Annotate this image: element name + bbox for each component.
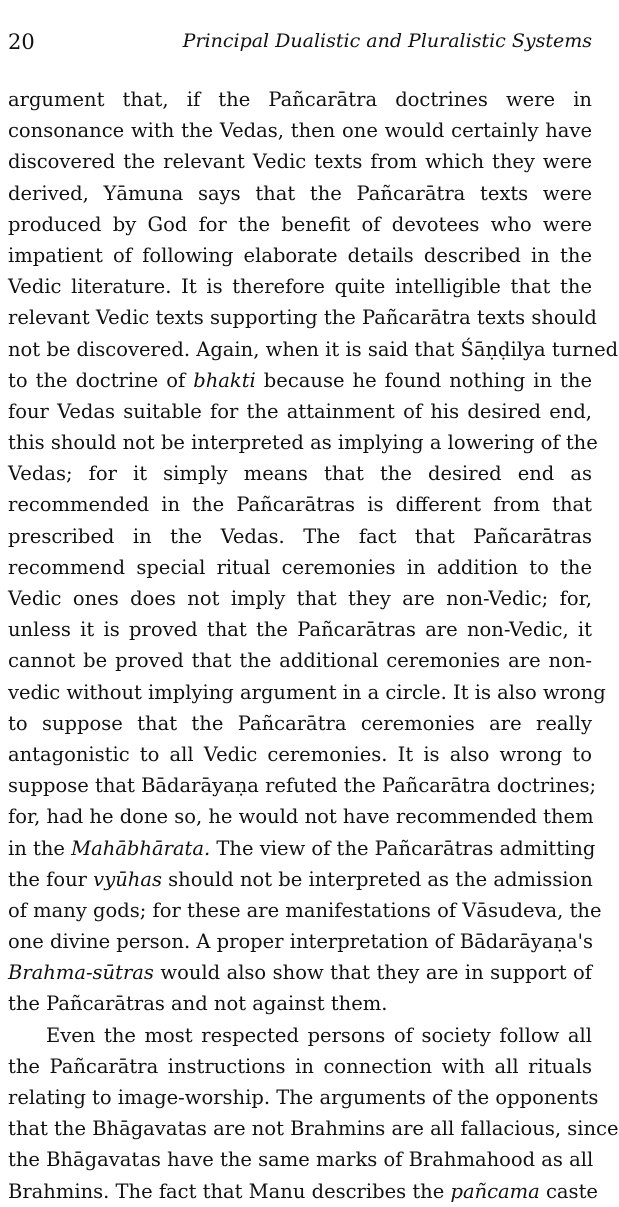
italic-term: vyūhas	[93, 867, 162, 891]
text-line: relating to image-worship. The arguments of the opponents	[8, 1086, 599, 1109]
text-line: prescribed in the Vedas. The fact that Pañcarātras	[8, 524, 592, 548]
text-line: this should not be interpreted as implying a lowering of the	[8, 431, 598, 455]
text-line: suppose that Bādarāyaṇa refuted the Pañcarātra doctrines;	[8, 774, 597, 798]
text-line	[8, 1176, 598, 1207]
text-line: not be discovered. Again, when it is said that Śāṇḍilya turned	[8, 337, 619, 361]
text-line: argument that, if the Pañcarātra doctrines were in	[8, 88, 592, 111]
italic-term: bhakti	[193, 368, 256, 392]
text-line: derived, Yāmuna says that the Pañcarātra texts were	[8, 181, 592, 205]
text-line: Vedas; for it simply means that the desired end as	[8, 462, 592, 486]
text-line: one divine person. A proper interpretation of Bādarāyaṇa's	[8, 930, 593, 954]
paragraph	[8, 84, 619, 1020]
text-segment: would also show that they are in support of	[153, 961, 592, 985]
text-line: impatient of following elaborate details described in the	[8, 243, 592, 267]
text-line	[8, 833, 596, 864]
text-line: the Pañcarātra instructions in connection with all rituals	[8, 1054, 592, 1078]
italic-term: Mahābhārata.	[71, 836, 211, 860]
text-segment: caste	[539, 1179, 598, 1203]
text-line	[8, 957, 592, 988]
text-line: four Vedas suitable for the attainment of his desired end,	[8, 399, 592, 423]
text-line: cannot be proved that the additional ceremonies are non-	[8, 649, 592, 673]
page-header	[8, 30, 592, 60]
text-line	[8, 864, 592, 895]
text-segment: the four	[8, 867, 94, 891]
text-line: for, had he done so, he would not have recommended them	[8, 805, 594, 829]
text-line: produced by God for the benefit of devotees who were	[8, 212, 592, 236]
running-head: Principal Dualistic and Pluralistic Systems	[182, 30, 592, 52]
text-line: antagonistic to all Vedic ceremonies. It is also wrong to	[8, 742, 592, 766]
text-line: Vedic ones does not imply that they are non-Vedic; for,	[8, 587, 592, 610]
text-line: of many gods; for these are manifestations of Vāsudeva, the	[8, 898, 602, 922]
text-line: vedic without implying argument in a circle. It is also wrong	[8, 680, 606, 704]
text-line: Even the most respected persons of society follow all	[46, 1023, 592, 1047]
text-segment: should not be interpreted as the admission	[161, 867, 593, 891]
text-segment: because he found nothing in the	[255, 368, 592, 392]
paragraph	[8, 1020, 619, 1207]
text-line: unless it is proved that the Pañcarātras are non-Vedic, it	[8, 618, 592, 642]
body-text	[8, 84, 619, 1207]
text-line: that the Bhāgavatas are not Brahmins are all fallacious, since	[8, 1117, 619, 1141]
page-number: 20	[8, 30, 35, 54]
text-line: relevant Vedic texts supporting the Pañcarātra texts should	[8, 306, 597, 330]
text-line: the Bhāgavatas have the same marks of Brahmahood as all	[8, 1148, 594, 1172]
text-line: Vedic literature. It is therefore quite intelligible that the	[8, 275, 592, 299]
text-line: recommend special ritual ceremonies in addition to the	[8, 555, 592, 579]
text-line: discovered the relevant Vedic texts from which they were	[8, 150, 592, 174]
text-line: consonance with the Vedas, then one would certainly have	[8, 119, 592, 143]
text-segment: in the	[8, 836, 72, 860]
italic-term: Brahma-sūtras	[8, 961, 154, 985]
text-line	[8, 365, 592, 396]
text-segment: to the doctrine of	[8, 368, 194, 392]
text-line: recommended in the Pañcarātras is different from that	[8, 493, 592, 517]
text-line: to suppose that the Pañcarātra ceremonies are really	[8, 711, 592, 735]
text-segment: Brahmins. The fact that Manu describes the	[8, 1179, 451, 1203]
text-line: the Pañcarātras and not against them.	[8, 992, 388, 1016]
text-segment: The view of the Pañcarātras admitting	[210, 836, 596, 860]
italic-term: pañcama	[450, 1179, 540, 1203]
